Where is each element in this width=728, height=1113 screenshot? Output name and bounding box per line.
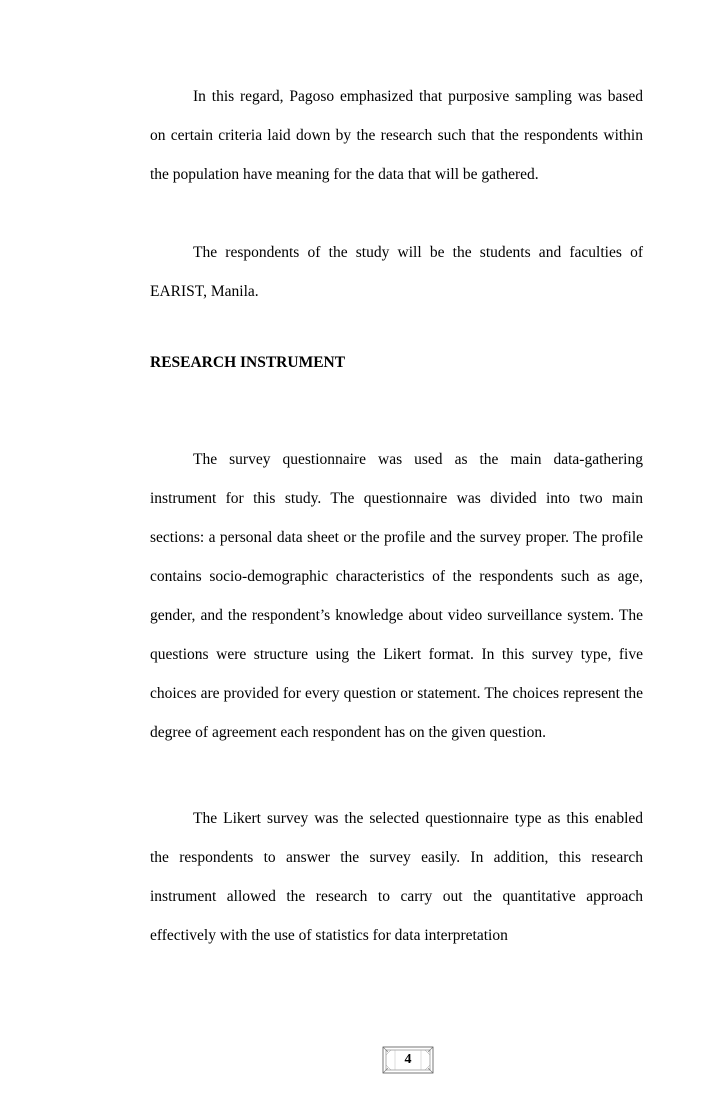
page-number: 4 xyxy=(404,1052,412,1067)
paragraph-likert-survey: The Likert survey was the selected questionnaire type as this enabled the respondents to answer the survey easily. In addition, this research instrument allowed the research to carry out the quantitative approach effectively with the use of statistics for data interpretation xyxy=(150,810,643,944)
paragraph-survey-questionnaire: The survey questionnaire was used as the main data-gathering instrument for this study. The questionnaire was divided into two main sections: a personal data sheet or the profile and the survey proper. The profile contains socio-demographic characteristics of the respondents such as age, gender, and the respondent’s knowledge about video surveillance system. The questions were structure using the Likert format. In this survey type, five choices are provided for every question or statement. The choices represent the degree of agreement each respondent has on the given question. xyxy=(150,451,643,741)
page-number-frame xyxy=(382,1046,434,1074)
section-heading-research-instrument: RESEARCH INSTRUMENT xyxy=(150,354,346,371)
paragraph-purposive-sampling: In this regard, Pagoso emphasized that purposive sampling was based on certain criteria laid down by the research such that the respondents within the population have meaning for the data that will be gathered. xyxy=(150,88,643,183)
paragraph-respondents: The respondents of the study will be the students and faculties of EARIST, Manila. xyxy=(150,244,643,300)
